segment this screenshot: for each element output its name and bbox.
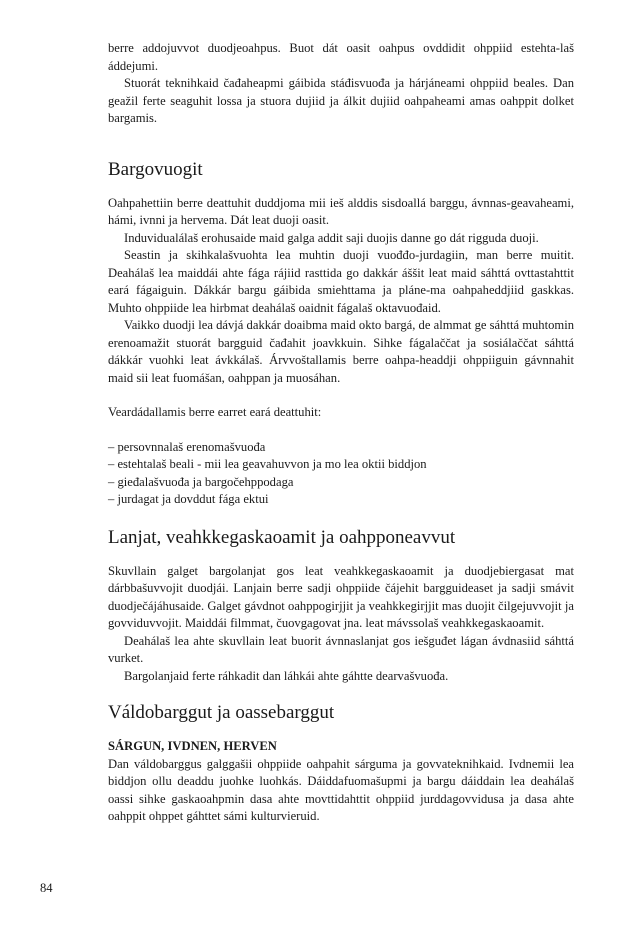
lanjat-paragraph-3: Bargolanjaid ferte ráhkadit dan láhkái ahte gáhtte dearvašvuođa. — [124, 668, 449, 683]
lanjat-paragraph-1: Skuvllain galget bargolanjat gos leat veahkkegaskaoamit ja duodjebiergasat mat dárbbašuvvojit duodjái. Lanjain berre sadji ohppiide čájehit bargguideaset ja sadji smávit duodječájáhusaide. Galget gávdnot oahppogirjjit ja veahkkegirjjit mas duojit čilgejuvvojit ja govviduvvojit. Maiddái filmmat, čuovgagovat jna. leat mávssolaš veahkkegaskaoamit. — [108, 563, 574, 630]
valdobarggut-paragraph-1: Dan váldobarggus galggašii ohppiide oahpahit sárguma ja govvateknihkaid. Ivdnemii lea biddjon ollu deaddu juohke luohkás. Dáiddafuomašupmi ja bargu dáiddain lea deahálaš oassi sihke gaskaoahpmin dasa ahte movttidahttit ohppiid jurddagovvidusa ja dasa ahte oahppit ohppet gáhttet sámi kulturvieruid. — [108, 756, 574, 823]
page-number: 84 — [40, 881, 53, 895]
list-item: – gieđalašvuođa ja bargočehppodaga — [108, 474, 294, 489]
list-item: – estehtalaš beali - mii lea geavahuvvon ja mo lea oktii biddjon — [108, 457, 427, 471]
bargovuogit-list-intro: Veardádallamis berre earret eará deattuhit: — [108, 405, 322, 419]
section-title-valdobarggut: Váldobarggut ja oassebarggut — [108, 702, 335, 723]
bargovuogit-paragraph-3: Seastin ja skihkalašvuohta lea muhtin duoji vuođđo-jurdagiin, man berre muitit. Deahálaš lea maiddái ahte fága rájiid rasttida go dakkár áššit leat maid sáhttá ovttastahttit eará fágaiguin. Dákkár bargu gáibida smiehttama ja pláne-ma oahpaheddjiid gaskkas. Muhto ohppiide lea hirbmat deahálaš oaidnit fágalaš oktavuođaid. — [108, 248, 574, 315]
emphasis-list — [108, 439, 574, 509]
intro-paragraph-2: Stuorát teknihkaid čađaheapmi gáibida stáđisvuođa ja hárjáneami ohppiid beales. Dan geažil ferte seaguhit lossa ja stuora dujiid ja álkit dujiid oahpaheami amas oahppit dolket bargamis. — [108, 76, 574, 125]
page-content — [108, 40, 574, 826]
lanjat-paragraph-2: Deahálaš lea ahte skuvllain leat buorit ávnnaslanjat gos iešguđet lágan ávdnasiid sáhttá vurket. — [108, 633, 574, 665]
list-item: – jurdagat ja dovddut fága ektui — [108, 492, 269, 506]
bargovuogit-paragraph-1: Oahpahettiin berre deattuhit duddjoma mii ieš alddis sisdoallá barggu, ávnnas-geavaheami, hámi, ivnni ja hervema. Dát leat duoji oasit. — [108, 195, 574, 227]
subsection-heading: SÁRGUN, IVDNEN, HERVEN — [108, 739, 277, 753]
bargovuogit-paragraph-2: Induvidualálaš erohusaide maid galga addit saji duojis danne go dát rigguda duoji. — [124, 230, 539, 245]
intro-paragraph-1: berre addojuvvot duodjeoahpus. Buot dát oasit oahpus ovddidit ohppiid estehta-laš áddejumi. — [108, 41, 574, 73]
section-title-bargovuogit: Bargovuogit — [108, 158, 203, 180]
bargovuogit-paragraph-4: Vaikko duodji lea dávjá dakkár doaibma maid okto bargá, de almmat ge sáhttá muhtomin erenoamažit stuorát bargguid čađahit joavkkuin. Sihke fágalaččat ja sosiálaččat sáhttá dákkár vuohki leat ávkkálaš. Árvvoštallamis berre oahpa-headdji ohppiiguin gávnnahit maid sii leat fuomášan, oahppan ja muosáhan. — [108, 318, 574, 385]
section-title-lanjat: Lanjat, veahkkegaskaoamit ja oahpponeavvut — [108, 526, 456, 548]
list-item: – persovnnalaš erenomašvuođa — [108, 439, 266, 454]
